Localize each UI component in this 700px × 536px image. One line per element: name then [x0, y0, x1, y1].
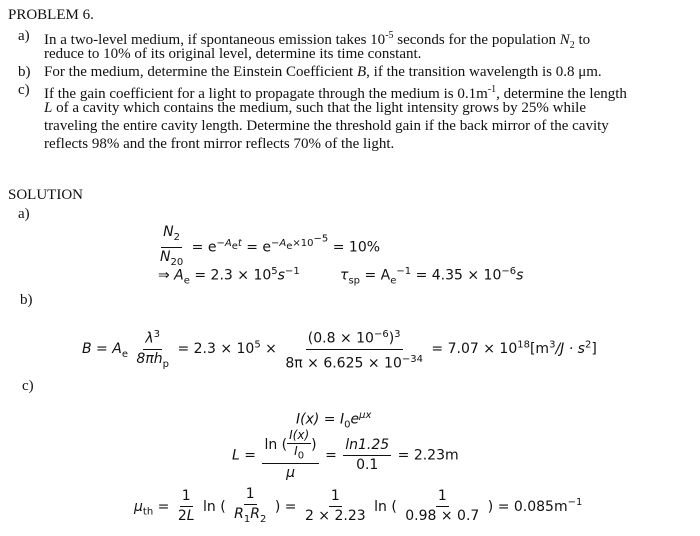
part-c-line-4: reflects 98% and the front mirror reflects 70% of the light. [44, 136, 395, 152]
equation-a-2: ⇒ $A_e = 2.3 \times 10^5s^{-1}$ [158, 266, 300, 287]
fraction-ln125-over-01: $\frac{\ln 1.25}{0.1}$ [345, 437, 390, 474]
part-b-label: b) [18, 64, 31, 80]
equation-c-3: $\mu_{th}$ = $\frac{1}{2L}$ ln ( $\frac{1}{R_1R_2}$ ) = $\frac{1}{2 \times 2.23}$ ln ( $\frac{1}{0.98 \times 0.7}$ ) = $0.085m^{-1}$ [134, 486, 582, 528]
fraction-1-over-2x223: $\frac{1}{2 \times 2.23}$ [304, 488, 366, 525]
equation-a-3: $\tau_{sp} = A_e^{-1} = 4.35 \times 10^{-6}s$ [340, 266, 524, 287]
part-a-line-1: In a two-level medium, if spontaneous emission takes $10^{-5}$ seconds for the population $N_2$ to [44, 30, 591, 51]
part-c-line-2: L of a cavity which contains the medium, such that the light intensity grows by 25% while [44, 100, 586, 116]
part-a-line-2: reduce to 10% of its original level, determine its time constant. [44, 46, 422, 62]
fraction-1-over-2L: $\frac{1}{2L}$ [177, 488, 195, 525]
problem-title: PROBLEM 6. [8, 7, 94, 23]
solution-c-label: c) [22, 378, 34, 394]
fraction-ln-over-mu: ln ( $\frac{I(x)}{I_0}$ ) μ [264, 428, 317, 482]
fraction-lambda-8pi-h: $\frac{\lambda^3}{8\pi h_p}$ [134, 326, 171, 372]
solution-heading: SOLUTION [8, 187, 83, 203]
solution-a-label: a) [18, 206, 30, 222]
part-c-label: c) [18, 82, 30, 98]
equation-b: $B = A_e$ $\frac{\lambda^3}{8\pi h_p}$ = $2.3 \times 10^5$ × $\frac{(0.8 \times 10^{-6})^3}{8\pi \times 6.625 \times 10^{-34}}$ = $7.07 \times 10^{18}[m^3/J \cdot s^2]$ [82, 326, 597, 372]
solution-b-label: b) [20, 292, 33, 308]
equation-c-2: L = ln ( $\frac{I(x)}{I_0}$ ) μ = $\frac{\ln 1.25}{0.1}$ = 2.23m [232, 428, 459, 482]
part-c-line-3: traveling the entire cavity length. Determine the threshold gain if the back mirror of the cavity [44, 118, 609, 134]
equation-a-1: $\frac{N_2}{N_{20}}$ = $e^{-A_et} = e^{-A_e\times 10^{-5}} = 10\%$ [156, 224, 380, 271]
fraction-numeric-b: $\frac{(0.8 \times 10^{-6})^3}{8\pi \times 6.625 \times 10^{-34}}$ [283, 326, 425, 372]
fraction-1-over-R1R2: $\frac{1}{R_1R_2}$ [234, 486, 267, 525]
part-b-line-1: For the medium, determine the Einstein Coefficient B, if the transition wavelength is 0.8 μm. [44, 64, 602, 80]
fraction-1-over-098x07: $\frac{1}{0.98 \times 0.7}$ [405, 488, 480, 525]
equation-c-1: $I(x) = I_0e^{\mu x}$ [296, 410, 372, 431]
part-a-label: a) [18, 28, 30, 44]
part-c-line-1: If the gain coefficient for a light to propagate through the medium is $0.1m^{-1}$, determine the length [44, 84, 627, 102]
fraction-n2-n20: $\frac{N_2}{N_{20}}$ [160, 224, 184, 268]
